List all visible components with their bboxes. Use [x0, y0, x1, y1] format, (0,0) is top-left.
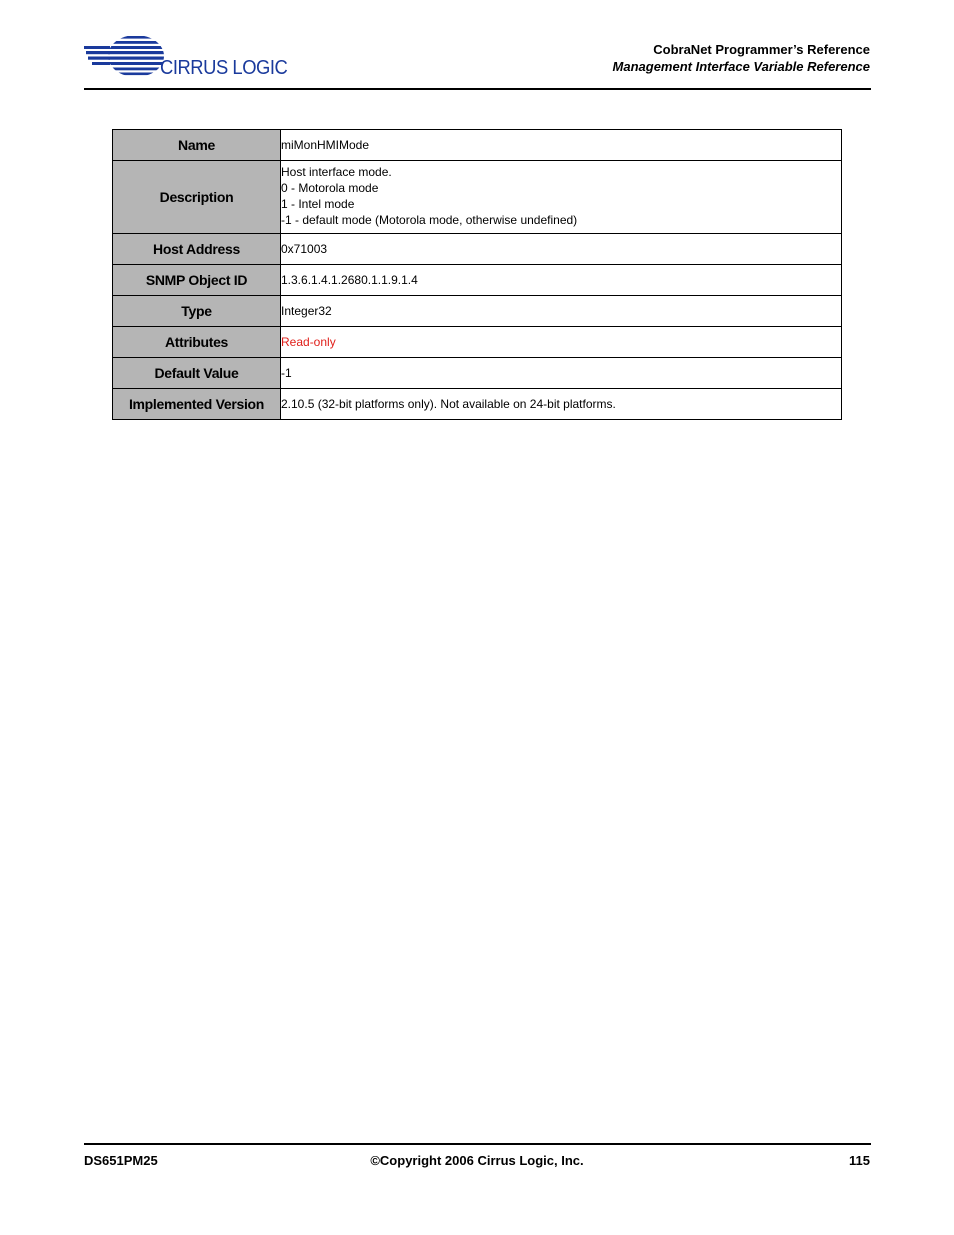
value-line: Integer32 — [281, 304, 332, 318]
value-line: 0x71003 — [281, 242, 328, 256]
document-title: CobraNet Programmer’s Reference — [653, 42, 870, 57]
page-number: 115 — [849, 1153, 870, 1168]
row-label: Type — [113, 296, 281, 327]
table-row-attributes — [113, 327, 842, 358]
value-line: 2.10.5 (32-bit platforms only). Not available on 24-bit platforms. — [281, 397, 616, 411]
running-header — [613, 41, 870, 75]
section-title: Management Interface Variable Reference — [612, 59, 870, 74]
table-row-implemented-version — [113, 389, 842, 420]
value-line: 0 - Motorola mode — [281, 181, 379, 195]
header-rule — [84, 88, 871, 90]
row-label: Name — [113, 130, 281, 161]
row-label: Default Value — [113, 358, 281, 389]
value-line: Read-only — [281, 335, 336, 349]
table-row-snmp-object-id — [113, 265, 842, 296]
footer-rule — [84, 1143, 871, 1145]
row-value — [281, 327, 842, 358]
row-value — [281, 265, 842, 296]
row-label: SNMP Object ID — [113, 265, 281, 296]
row-value — [281, 389, 842, 420]
value-line: Host interface mode. — [281, 165, 392, 179]
row-label: Description — [113, 161, 281, 234]
logo-wordmark: CIRRUS LOGIC — [160, 57, 288, 79]
table-row-type — [113, 296, 842, 327]
table-row-name — [113, 130, 842, 161]
table-row-description — [113, 161, 842, 234]
row-value — [281, 130, 842, 161]
value-line: 1 - Intel mode — [281, 197, 355, 211]
value-line: 1.3.6.1.4.1.2680.1.1.9.1.4 — [281, 273, 418, 287]
row-value — [281, 161, 842, 234]
table-row-host-address — [113, 234, 842, 265]
variable-spec-table — [112, 129, 842, 420]
row-value — [281, 296, 842, 327]
row-label: Implemented Version — [113, 389, 281, 420]
value-line: -1 - default mode (Motorola mode, otherwise undefined) — [281, 213, 578, 227]
row-label: Host Address — [113, 234, 281, 265]
row-label: Attributes — [113, 327, 281, 358]
value-line: -1 — [281, 366, 292, 380]
row-value — [281, 234, 842, 265]
copyright: ©Copyright 2006 Cirrus Logic, Inc. — [370, 1153, 584, 1168]
doc-id: DS651PM25 — [84, 1153, 158, 1168]
table-row-default-value — [113, 358, 842, 389]
row-value — [281, 358, 842, 389]
value-line: miMonHMIMode — [281, 138, 370, 152]
